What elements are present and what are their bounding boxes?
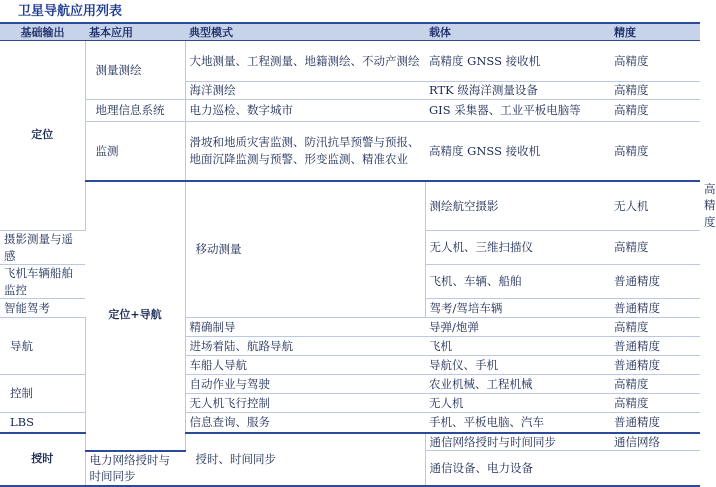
mode-cell: 通信网络授时与时间同步 bbox=[425, 433, 610, 451]
precision-cell: 高精度 bbox=[610, 82, 700, 100]
mode-cell: 精确制导 bbox=[185, 318, 425, 337]
application-cell: 授时、时间同步 bbox=[185, 433, 425, 486]
precision-cell: 普通精度 bbox=[610, 299, 700, 318]
mode-cell: 车船人导航 bbox=[185, 356, 425, 375]
mode-cell: 大地测量、工程测量、地籍测绘、不动产测绘 bbox=[185, 41, 425, 82]
carrier-cell: 飞机、车辆、船舶 bbox=[425, 265, 610, 299]
application-cell: 移动测量 bbox=[185, 181, 425, 318]
satellite-navigation-table bbox=[0, 22, 716, 487]
category-cell: 授时 bbox=[0, 433, 85, 486]
category-cell: 定位+导航 bbox=[85, 181, 185, 451]
carrier-cell: 手机、平板电脑、汽车 bbox=[425, 413, 610, 433]
precision-cell: 高精度 bbox=[610, 375, 700, 394]
table-title: 卫星导航应用列表 bbox=[18, 4, 123, 19]
carrier-cell: RTK 级海洋测量设备 bbox=[425, 82, 610, 100]
application-cell: 地理信息系统 bbox=[85, 100, 185, 122]
application-cell: LBS bbox=[0, 413, 85, 433]
mode-cell: 电力网络授时与时间同步 bbox=[85, 451, 185, 486]
precision-cell: 高精度 bbox=[610, 318, 700, 337]
carrier-cell: 飞机 bbox=[425, 337, 610, 356]
carrier-cell: 无人机 bbox=[610, 181, 700, 231]
precision-cell: 普通精度 bbox=[610, 337, 700, 356]
carrier-cell: 高精度 GNSS 接收机 bbox=[425, 41, 610, 82]
carrier-cell: 高精度 GNSS 接收机 bbox=[425, 122, 610, 181]
mode-cell: 进场着陆、航路导航 bbox=[185, 337, 425, 356]
table-row: 定位+导航 移动测量 测绘航空摄影 无人机 高精度 bbox=[0, 181, 700, 231]
mode-cell: 无人机飞行控制 bbox=[185, 394, 425, 413]
category-cell: 定位 bbox=[0, 41, 85, 231]
table-row bbox=[0, 41, 700, 82]
header-carrier: 载体 bbox=[425, 23, 610, 41]
carrier-cell: 通信网络 bbox=[610, 433, 700, 451]
precision-cell: 高精度 bbox=[610, 41, 700, 82]
header-basic-output: 基础输出 bbox=[0, 23, 85, 41]
carrier-cell: 农业机械、工程机械 bbox=[425, 375, 610, 394]
mode-cell: 飞机车辆船舶监控 bbox=[0, 265, 85, 299]
mode-cell: 电力巡检、数字城市 bbox=[185, 100, 425, 122]
mode-cell: 测绘航空摄影 bbox=[425, 181, 610, 231]
mode-cell: 摄影测量与遥感 bbox=[0, 231, 85, 265]
application-cell: 测量测绘 bbox=[85, 41, 185, 100]
mode-cell: 智能驾考 bbox=[0, 299, 85, 318]
header-typical-mode: 典型模式 bbox=[185, 23, 425, 41]
header-precision: 精度 bbox=[610, 23, 700, 41]
mode-cell: 滑坡和地质灾害监测、防汛抗旱预警与预报、地面沉降监测与预警、形变监测、精准农业 bbox=[185, 122, 425, 181]
carrier-cell: 无人机、三维扫描仪 bbox=[425, 231, 610, 265]
carrier-cell: 导弹/炮弹 bbox=[425, 318, 610, 337]
precision-cell: 高精度 bbox=[610, 394, 700, 413]
precision-cell: 高精度 bbox=[610, 231, 700, 265]
precision-cell bbox=[610, 451, 700, 486]
header-row bbox=[0, 23, 700, 41]
precision-cell: 普通精度 bbox=[610, 356, 700, 375]
mode-cell: 海洋测绘 bbox=[185, 82, 425, 100]
header-basic-application: 基本应用 bbox=[85, 23, 185, 41]
carrier-cell: 驾考/驾培车辆 bbox=[425, 299, 610, 318]
precision-cell: 高精度 bbox=[610, 122, 700, 181]
table-row bbox=[0, 122, 700, 181]
table-body bbox=[0, 41, 716, 486]
application-cell: 控制 bbox=[0, 375, 85, 413]
table-row bbox=[0, 100, 700, 122]
application-cell: 监测 bbox=[85, 122, 185, 181]
precision-cell: 高精度 bbox=[610, 100, 700, 122]
carrier-cell: 通信设备、电力设备 bbox=[425, 451, 610, 486]
carrier-cell: 无人机 bbox=[425, 394, 610, 413]
carrier-cell: GIS 采集器、工业平板电脑等 bbox=[425, 100, 610, 122]
carrier-cell: 导航仪、手机 bbox=[425, 356, 610, 375]
mode-cell: 自动作业与驾驶 bbox=[185, 375, 425, 394]
precision-cell: 普通精度 bbox=[610, 265, 700, 299]
application-cell: 导航 bbox=[0, 318, 85, 375]
precision-cell: 普通精度 bbox=[610, 413, 700, 433]
mode-cell: 信息查询、服务 bbox=[185, 413, 425, 433]
